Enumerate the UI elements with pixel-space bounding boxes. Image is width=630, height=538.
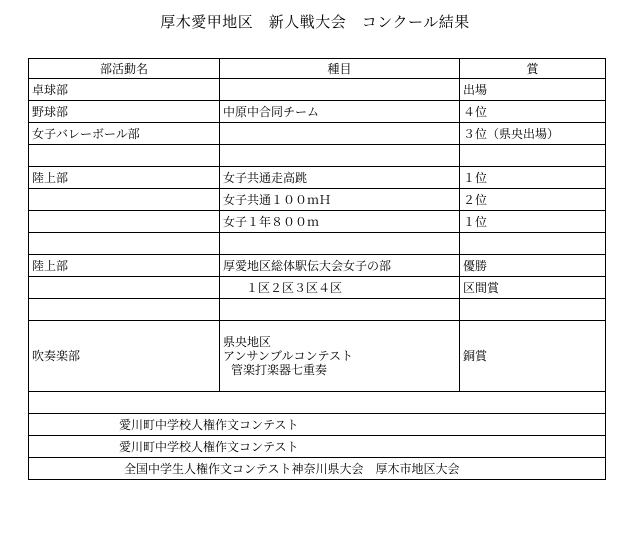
event-cell <box>220 123 460 145</box>
club-cell <box>29 277 220 299</box>
essay-cell: 全国中学生人権作文コンテスト神奈川県大会 厚木市地区大会 <box>29 458 606 480</box>
table-row <box>29 79 606 101</box>
table-row <box>29 321 606 392</box>
event-cell: 中原中合同チーム <box>220 101 460 123</box>
header-award: 賞 <box>460 59 606 79</box>
page-title: 厚木愛甲地区 新人戦大会 コンクール結果 <box>160 13 470 31</box>
event-cell <box>220 79 460 101</box>
header-club: 部活動名 <box>29 59 220 79</box>
event-line: 県央地区 <box>223 335 272 349</box>
table-row <box>29 167 606 189</box>
club-cell <box>29 189 220 211</box>
table-row <box>29 414 606 436</box>
table-row <box>29 211 606 233</box>
event-cell: 厚愛地区総体駅伝大会女子の部 <box>220 255 460 277</box>
event-cell: 女子共通１００ｍＨ <box>220 189 460 211</box>
empty-row <box>29 145 606 167</box>
club-cell: 陸上部 <box>29 167 220 189</box>
results-table <box>28 58 606 480</box>
event-cell: 女子１年８００ｍ <box>220 211 460 233</box>
event-line: 管楽打楽器七重奏 <box>231 363 328 377</box>
award-cell: ２位 <box>460 189 606 211</box>
event-cell <box>220 321 460 392</box>
award-cell: 出場 <box>460 79 606 101</box>
event-line: アンサンブルコンテスト <box>223 349 353 363</box>
award-cell: 優勝 <box>460 255 606 277</box>
table-header-row <box>29 59 606 79</box>
club-cell: 陸上部 <box>29 255 220 277</box>
club-cell: 野球部 <box>29 101 220 123</box>
club-cell: 女子バレーボール部 <box>29 123 220 145</box>
award-cell: 区間賞 <box>460 277 606 299</box>
empty-row <box>29 392 606 414</box>
event-cell: 女子共通走高跳 <box>220 167 460 189</box>
award-cell: １位 <box>460 167 606 189</box>
table-row <box>29 277 606 299</box>
essay-cell: 愛川町中学校人権作文コンテスト <box>29 414 606 436</box>
club-cell: 吹奏楽部 <box>29 321 220 392</box>
table-row <box>29 436 606 458</box>
club-cell <box>29 211 220 233</box>
award-cell: １位 <box>460 211 606 233</box>
empty-row <box>29 233 606 255</box>
empty-row <box>29 299 606 321</box>
award-cell: ４位 <box>460 101 606 123</box>
essay-cell: 愛川町中学校人権作文コンテスト <box>29 436 606 458</box>
event-cell: １区２区３区４区 <box>220 277 460 299</box>
header-event: 種目 <box>220 59 460 79</box>
table-row <box>29 101 606 123</box>
table-row <box>29 189 606 211</box>
table-row <box>29 123 606 145</box>
award-cell: ３位（県央出場） <box>460 123 606 145</box>
table-row <box>29 255 606 277</box>
award-cell: 銅賞 <box>460 321 606 392</box>
club-cell: 卓球部 <box>29 79 220 101</box>
table-row <box>29 458 606 480</box>
